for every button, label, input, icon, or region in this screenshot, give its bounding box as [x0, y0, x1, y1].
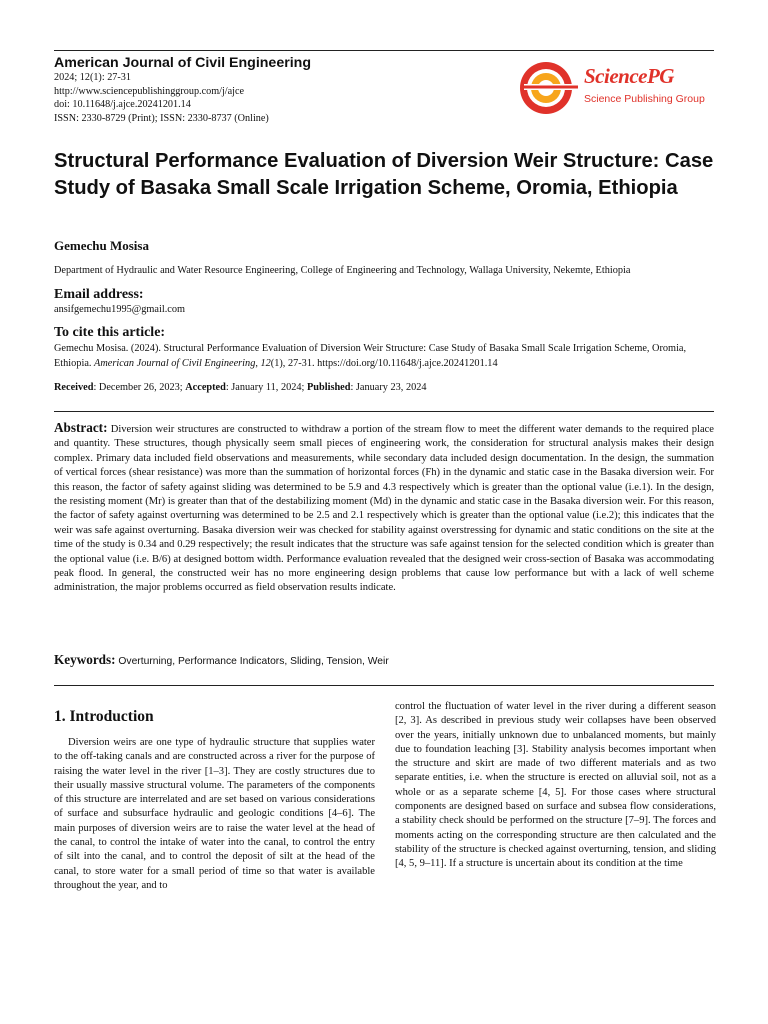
abstract	[54, 421, 714, 596]
author-affiliation: Department of Hydraulic and Water Resource Engineering, College of Engineering and Technology, Wallaga University, Nekemte, Ethiopia	[54, 265, 631, 276]
citation-text: Gemechu Mosisa. (2024). Structural Performance Evaluation of Diversion Weir Structure: Case Study of Basaka Small Scale Irrigation Scheme, Oromia, Ethiopia.	[54, 343, 687, 369]
citation-volume: 12	[260, 357, 271, 369]
keywords-text: Overturning, Performance Indicators, Sliding, Tension, Weir	[118, 656, 389, 667]
abstract-label: Abstract:	[54, 420, 108, 435]
abstract-top-rule	[54, 411, 714, 412]
article-title: Structural Performance Evaluation of Diversion Weir Structure: Case Study of Basaka Small Scale Irrigation Scheme, Oromia, Ethiopia	[54, 150, 714, 199]
email-heading: Email address:	[54, 287, 144, 302]
article-page	[54, 0, 716, 891]
intro-left-column: Diversion weirs are one type of hydraulic structure that supplies water to the off-taking canals and are constructed across a river for the purpose of raising the water level in the river [1–3]. They are costly structures due to their usually massive structural volume. The parameters of the components of this structure are interrelated and are set based on various considerations of surface and subsurface hydraulic and geologic conditions [4–6]. The main purposes of diversion weirs are to raise the water level at the head of the canal, to control the intake of water into the canal, to control the entry of silt into the canal, and to control the deposit of silt at the head of the canal, to store water for a small period of time so that water is available throughout the year, and to	[54, 737, 375, 891]
accepted-date: : January 11, 2024;	[225, 382, 307, 393]
journal-name: American Journal of Civil Engineering	[54, 55, 312, 71]
article-dates	[54, 382, 427, 393]
sciencepg-logo	[516, 58, 716, 116]
citation-rest: (1), 27-31. https://doi.org/10.11648/j.ajce.20241201.14	[270, 357, 498, 369]
section-heading-introduction: 1. Introduction	[54, 708, 154, 725]
abstract-bottom-rule	[54, 685, 714, 686]
published-date: : January 23, 2024	[350, 382, 427, 393]
sciencepg-logo-icon	[516, 58, 580, 116]
published-label: Published	[306, 382, 351, 393]
header-rule	[54, 50, 714, 51]
journal-meta	[54, 71, 269, 125]
logo-subtitle: Science Publishing Group	[584, 93, 705, 105]
journal-header	[54, 0, 714, 126]
intro-right-column: control the fluctuation of water level in the river during a different season [2, 3]. As described in previous study weir collapses have been observed over the years, initially unknown due to unbalanced moments, but mainly due to foundation leaching [3]. Stability analysis becomes important when the structure and skirt are made of two different materials and as two separate entities, i.e. when the structure is erected on alluvial soil, not as a whole or as a separate scheme [4, 5]. For those cases where structural components are designed based on surface and subsea flow considerations, a stability check should be performed on the structure [7–9]. The forces and moments acting on the corresponding structure are then calculated and the stability of the structure is checked against overturning, tension, and sliding [4, 5, 9–11]. If a structure is uncertain about its condition at the time	[395, 701, 716, 870]
journal-doi: doi: 10.11648/j.ajce.20241201.14	[54, 99, 191, 111]
keywords	[54, 652, 389, 668]
received-date: : December 26, 2023;	[93, 382, 186, 393]
logo-name: SciencePG	[584, 64, 674, 88]
keywords-label: Keywords:	[54, 652, 116, 667]
citation-journal: American Journal of Civil Engineering	[94, 357, 256, 369]
abstract-text: Diversion weir structures are constructed to withdraw a portion of the stream flow to meet the different water demands to the required place and quantity. These structures, though physically seem small pieces of engineering work, the consideration for structural analysis makes their design complex. Primary data included field observations and measurements, while secondary data included design documentation. In the design, the summation of vertical forces (shear resistance) was more than the summation of horizontal forces (Fh) in the dynamic and static case in the Basaka diversion weir. For this reason, the factor of safety against sliding was determined to be 5.9 and 4.3 respectively which is greater than the optional value (i.e.1). In the design, the resisting moment (Mr) is greater than that of the destabilizing moment (Md) in the dynamic and static case in the Basaka diversion weir. For this reason, the factor of safety against overturning was determined to be 2.5 and 2.1 respectively which is greater than the optional value (i.e.2); this indicates that the weir was safe against overturning. Basaka diversion weir was checked for stability against overstressing for dynamic and static conditions on the site at the time of the study is 0.34 and 0.29 respectively; the result indicates that the structure was safe against tension for the selected condition which is greater than the optional value (i.e. B/6) at designed bottom width. Performance evaluation revealed that the designed weir cross-section of Basaka was accommodating peak flood. In general, the constructed weir has no more engineering design problems that cause low performance but with a lack of well scheme administration, the major problems occurred as field observation results indicate.	[54, 424, 714, 594]
journal-url[interactable]: http://www.sciencepublishinggroup.com/j/ajce	[54, 85, 245, 97]
journal-issn: ISSN: 2330-8729 (Print); ISSN: 2330-8737 (Online)	[54, 112, 269, 124]
author-name: Gemechu Mosisa	[54, 238, 149, 253]
email-address[interactable]: ansifgemechu1995@gmail.com	[54, 304, 186, 315]
journal-issue: 2024; 12(1): 27-31	[54, 72, 131, 83]
accepted-label: Accepted	[185, 382, 226, 393]
citation: Gemechu Mosisa. (2024). Structural Performance Evaluation of Diversion Weir Structure: Case Study of Basaka Small Scale Irrigation Scheme, Oromia, Ethiopia. American Journal of Civil Engineering, 12(1), 27-31. https://doi.org/10.11648/j.ajce.20241201.14	[54, 343, 687, 369]
cite-heading: To cite this article:	[54, 325, 166, 340]
received-label: Received	[54, 382, 94, 393]
